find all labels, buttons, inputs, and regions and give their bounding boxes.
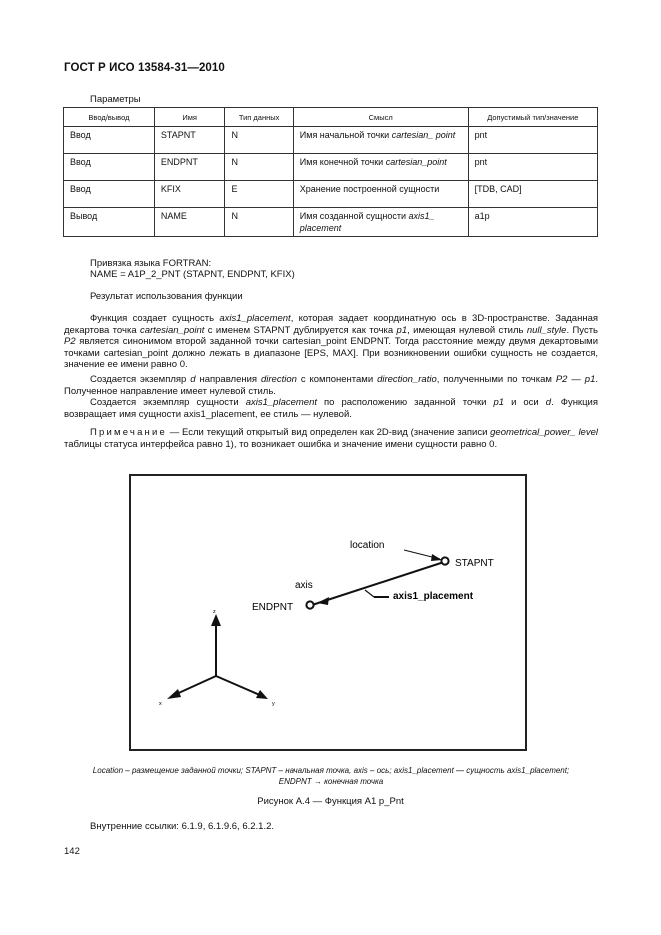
meaning-cell	[293, 208, 468, 237]
figure-caption: Рисунок А.4 — Функция А1 p_Pnt	[257, 796, 404, 807]
io-cell: Ввод	[64, 154, 155, 181]
type-cell: N	[225, 208, 293, 237]
stapnt-point	[441, 557, 448, 564]
axis-placement-figure	[129, 474, 527, 751]
x-arrowhead	[167, 689, 181, 699]
result-heading: Результат использования функции	[90, 291, 243, 302]
paragraph	[64, 313, 598, 371]
text-run: с компонентами	[296, 374, 378, 385]
italic-term: d	[190, 374, 196, 385]
italic-term: P2 — p1	[555, 374, 596, 385]
meaning-text: Хранение построенной сущности	[299, 184, 440, 194]
axis1-placement-label: axis1_placement	[393, 591, 474, 602]
table-row	[64, 154, 598, 181]
table-header-row	[64, 108, 598, 127]
table-row	[64, 127, 598, 154]
text-run: по расположению заданной точки	[317, 397, 494, 408]
legend-line: ENDPNT → конечная точка	[278, 777, 384, 786]
allowed-cell: pnt	[468, 127, 597, 154]
parameters-table	[63, 107, 598, 237]
text-run: направления	[195, 374, 261, 385]
meaning-entity: axis1_ placement	[299, 211, 435, 233]
note-paragraph	[64, 427, 598, 450]
italic-term: p1	[493, 397, 505, 408]
meaning-cell	[293, 154, 468, 181]
page-number: 142	[64, 846, 80, 857]
fortran-binding	[90, 258, 295, 280]
stapnt-label: STAPNT	[455, 558, 494, 569]
type-cell: E	[225, 181, 293, 208]
endpnt-label: ENDPNT	[252, 602, 294, 613]
note-label: Примечание	[90, 427, 167, 438]
text-run: . Функция возвращает имя сущности axis1_placement, ее стиль — нулевой.	[64, 397, 598, 420]
y-axis	[216, 676, 262, 696]
io-cell: Ввод	[64, 127, 155, 154]
y-arrowhead	[256, 690, 268, 699]
paragraph	[64, 397, 598, 420]
italic-term: direction	[260, 374, 297, 385]
endpnt-point	[306, 601, 313, 608]
italic-term: axis1_placement	[219, 313, 291, 324]
text-run: Создается экземпляр	[90, 374, 191, 385]
meaning-text: Имя начальной точки	[299, 130, 392, 140]
name-cell: STAPNT	[154, 127, 225, 154]
meaning-entity: cartesian_ point	[391, 130, 456, 140]
x-axis-label: x	[159, 701, 162, 707]
fortran-label: Привязка языка FORTRAN:	[90, 258, 212, 269]
text-run: , имеющая нулевой стиль	[407, 324, 527, 336]
z-axis-label: z	[213, 609, 216, 615]
type-cell: N	[225, 154, 293, 181]
table-row	[64, 208, 598, 237]
y-axis-label: y	[272, 701, 275, 707]
legend-line: Location – размещение заданной точки; STAPNT – начальная точка, axis – ось; axis1_placement — сущность axis1_placement;	[92, 766, 570, 775]
text-run: , которая задает координатную ось в 3D-пространстве. Заданная декартова точка	[64, 313, 598, 336]
name-cell: NAME	[154, 208, 225, 237]
text-run: Функция создает сущность	[90, 313, 220, 324]
params-caption: Параметры	[90, 94, 141, 105]
italic-term: P2	[64, 336, 76, 348]
location-label: location	[350, 540, 385, 551]
text-run: и оси	[504, 397, 546, 408]
axis1-leader-tick	[365, 590, 374, 597]
text-run: таблицы статуса интерфейса равно 1), то возникает ошибка и значение имени сущности равно 0.	[64, 438, 498, 450]
column-header: Ввод/вывод	[64, 108, 155, 127]
column-header: Тип данных	[225, 108, 293, 127]
fortran-code: NAME = A1P_2_PNT (STAPNT, ENDPNT, KFIX)	[90, 269, 295, 280]
text-run: — Если текущий открытый вид определен как 2D-вид (значение записи	[167, 427, 491, 438]
meaning-text: Имя созданной сущности	[299, 211, 409, 221]
text-run: является синонимом второй заданной точки cartesian_point ENDPNT. Тогда расстояние между двумя декартовыми точками cartesian_point должно лежать в диапазоне [EPS, MAX]. При возникновении ошибки сущность не создается, значение ее имени равно 0.	[64, 336, 598, 371]
text-run: , полученными по точкам	[436, 374, 556, 385]
table-row	[64, 181, 598, 208]
italic-term: p1	[396, 324, 408, 336]
italic-term: geometrical_power_ level	[490, 427, 598, 438]
paragraph	[64, 374, 598, 397]
location-arrowhead	[431, 554, 442, 561]
allowed-cell: pnt	[468, 154, 597, 181]
figure-legend	[64, 765, 598, 787]
meaning-cell	[293, 181, 468, 208]
allowed-cell: [TDB, CAD]	[468, 181, 597, 208]
text-run: . Пусть	[566, 324, 598, 336]
meaning-text: Имя конечной точки	[299, 157, 386, 167]
text-run: Создается экземпляр сущности	[90, 397, 246, 408]
type-cell: N	[225, 127, 293, 154]
document-header: ГОСТ Р ИСО 13584-31—2010	[64, 62, 225, 74]
column-header: Имя	[154, 108, 225, 127]
io-cell: Вывод	[64, 208, 155, 237]
z-arrowhead	[211, 614, 221, 626]
column-header: Смысл	[293, 108, 468, 127]
text-run: . Полученное направление имеет нулевой стиль.	[64, 374, 598, 397]
axis-label: axis	[295, 580, 313, 591]
column-header: Допустимый тип/значение	[468, 108, 597, 127]
meaning-entity: cartesian_point	[385, 157, 447, 167]
italic-term: axis1_placement	[245, 397, 318, 408]
italic-term: direction_ratio	[377, 374, 437, 385]
italic-term: d	[545, 397, 552, 408]
meaning-cell	[293, 127, 468, 154]
italic-term: cartesian_point	[139, 324, 205, 336]
name-cell: KFIX	[154, 181, 225, 208]
internal-references: Внутренние ссылки: 6.1.9, 6.1.9.6, 6.2.1.2.	[90, 821, 275, 832]
allowed-cell: a1p	[468, 208, 597, 237]
text-run: с именем STAPNT дублируется как точка	[204, 324, 397, 336]
italic-term: null_style	[526, 324, 567, 336]
name-cell: ENDPNT	[154, 154, 225, 181]
io-cell: Ввод	[64, 181, 155, 208]
